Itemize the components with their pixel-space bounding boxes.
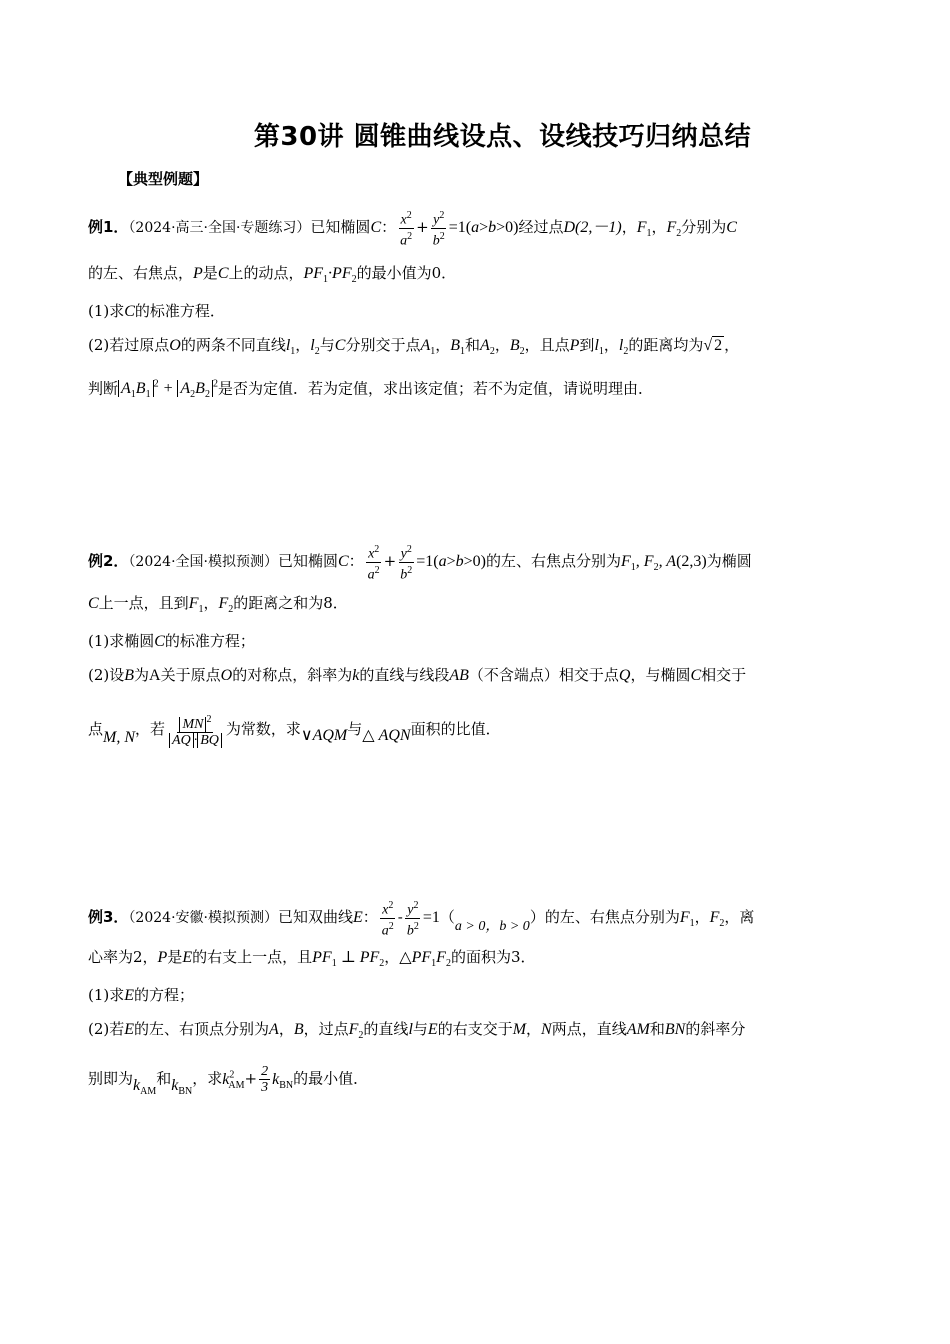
ex1-line-2: 的左、右焦点，P是C上的动点，$PF_1\cdot PF_2$的最小值为0． [88,264,457,286]
ex1-question-2: (2)若过原点O的两条不同直线$l_1$，$l_2$与C分别交于点$A_1$，$B_1$和$A_2$，$B_2$，且点P到$l_1$，$l_2$的距离均为√ 2 ， [88,336,740,358]
ex3-question-2: (2)若E的左、右顶点分别为A，B，过点$F_2$的直线l与E的右支交于M，N两点，直线AM和BN的斜率分 [88,1020,746,1042]
ex2-question-2-cont: 点M, N，若 $\frac{MN ^2}{AQ \cdot BQ}$ 为常数，求∨AQM与△ AQN面积的比值． [88,714,501,748]
ex3-question-2-cont: 别即为$k_{AM}$和$k_{BN}$，求$k^2_{AM}+$ $\frac{2}{3}$ $k_{BN}$的最小值． [88,1064,369,1097]
ex3-question-1: (1)求E的方程； [88,986,195,1004]
ex3-line-1: 例3．（2024·安徽·模拟预测）已知双曲线E： $\frac{x^2}{a^2}$ - $\frac{y^2}{b^2}$ =1（a > 0，b > 0）的左、右焦点分别为$F_1$，$F_2$，离 [88,900,755,939]
section-heading: 【典型例题】 [118,170,209,188]
ex1-question-2-cont: 判断 $A_1B_1^2 + A_2B_2^2$是否为定值．若为定值，求出该定值；若不为定值，请说明理由． [88,379,653,401]
ex2-label: 例2． [88,552,129,571]
page-title: 第30讲 圆锥曲线设点、设线技巧归纳总结 [253,122,752,152]
ex1-label: 例1． [88,218,129,237]
ex3-source: （2024·安徽·模拟预测） [128,910,278,927]
ex2-line-2: C上一点，且到$F_1$，$F_2$的距离之和为8． [88,594,348,616]
ex3-line-2: 心率为2，P是E的右支上一点，且$PF_1$ ⊥ $PF_2$，$\triangle PF_1F_2$的面积为3． [88,948,536,970]
ex2-line-1: 例2．（2024·全国·模拟预测）已知椭圆C： $\frac{x^2}{a^2}$ + $\frac{y^2}{b^2}$ =1(a>b>0)的左、右焦点分别为$F_1$, $F_2$, A(2,3)为椭圆 [88,544,752,583]
ex1-source: （2024·高三·全国·专题练习） [128,220,311,237]
ex2-question-2: (2)设B为A关于原点O的对称点，斜率为k的直线与线段AB（不含端点）相交于点Q，与椭圆C相交于 [88,666,747,684]
ex2-source: （2024·全国·模拟预测） [128,554,278,571]
ex1-line-1: 例1．（2024·高三·全国·专题练习）已知椭圆C： $\frac{x^2}{a^2}$ + $\frac{y^2}{b^2}$ =1(a>b>0)经过点D(2,－1)，$F_1$，$F_2$分别为C [88,210,737,249]
ex3-label: 例3． [88,908,129,927]
ex2-question-1: (1)求椭圆C的标准方程； [88,632,255,650]
ex1-question-1: (1)求C的标准方程． [88,302,225,320]
